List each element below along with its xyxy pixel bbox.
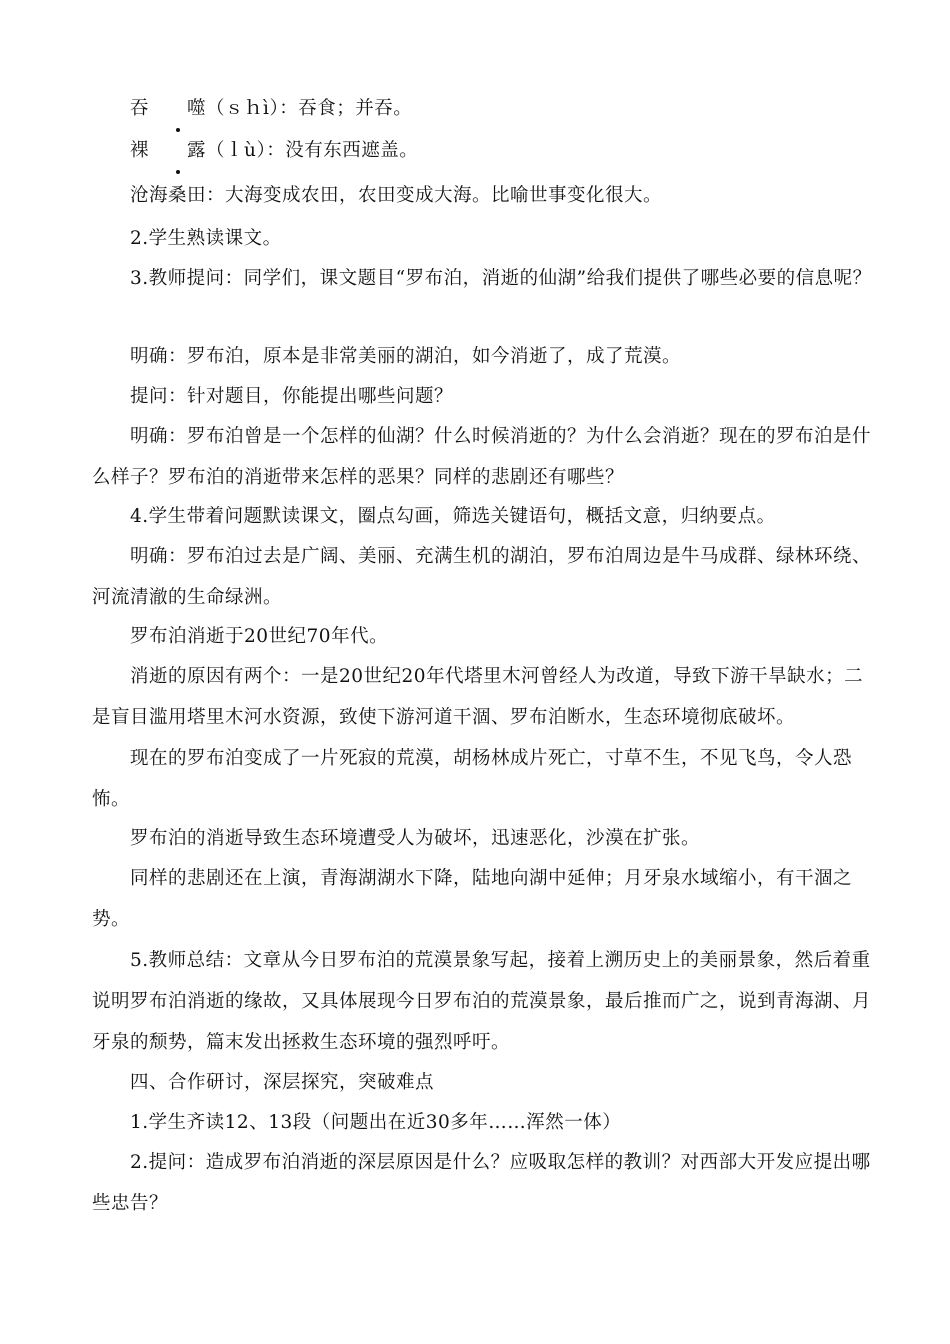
paragraph-answer-2: 明确：罗布泊曾是一个怎样的仙湖？什么时候消逝的？为什么会消逝？现在的罗布泊是什么样子？罗布泊的消逝带来怎样的恶果？同样的悲剧还有哪些？ xyxy=(92,426,872,488)
paragraph-answer-3: 明确：罗布泊过去是广阔、美丽、充满生机的湖泊，罗布泊周边是牛马成群、绿林环绕、河流清澈的生命绿洲。 xyxy=(92,546,872,608)
vocab-entry-canghai: 沧海桑田：大海变成农田，农田变成大海。比喻世事变化很大。 xyxy=(130,185,663,206)
paragraph-reasons: 消逝的原因有两个：一是20世纪20年代塔里木河曾经人为改道，导致下游干旱缺水；二是盲目滥用塔里木河水资源，致使下游河道干涸、罗布泊断水，生态环境彻底破坏。 xyxy=(92,666,864,728)
paragraph-sub-2: 2.提问：造成罗布泊消逝的深层原因是什么？应吸取怎样的教训？对西部大开发应提出哪些忠告？ xyxy=(92,1152,871,1214)
vocab-word-prefix: 裸 xyxy=(130,140,150,161)
paragraph-consequence: 罗布泊的消逝导致生态环境遭受人为破坏，迅速恶化，沙漠在扩张。 xyxy=(130,828,701,849)
paragraph-step-4: 4.学生带着问题默读课文，圈点勾画，筛选关键语句，概括文意，归纳要点。 xyxy=(130,506,776,527)
paragraph-step-5: 5.教师总结：文章从今日罗布泊的荒漠景象写起，接着上溯历史上的美丽景象，然后着重说明罗布泊消逝的缘故，又具体展现今日罗布泊的荒漠景象，最后推而广之，说到青海湖、月牙泉的颓势，篇末发出拯救生态环境的强烈呼吁。 xyxy=(92,950,872,1053)
vocab-entry-tunshi xyxy=(92,88,872,129)
paragraph-time: 罗布泊消逝于20世纪70年代。 xyxy=(130,626,389,647)
paragraph-question: 提问：针对题目，你能提出哪些问题？ xyxy=(130,386,454,407)
emphasis-dot-character: 噬 xyxy=(149,88,206,129)
paragraph-step-2: 2.学生熟读课文。 xyxy=(130,228,282,249)
vocab-entry-luolu xyxy=(92,130,872,171)
paragraph-current-state: 现在的罗布泊变成了一片死寂的荒漠，胡杨林成片死亡，寸草不生，不见飞鸟，令人恐怖。 xyxy=(92,748,853,810)
paragraph-step-3: 3.教师提问：同学们，课文题目“罗布泊，消逝的仙湖”给我们提供了哪些必要的信息呢？ xyxy=(130,268,872,289)
paragraph-sub-1: 1.学生齐读12、13段（问题出在近30多年……浑然一体） xyxy=(130,1112,622,1133)
vocab-definition: （ｌù）：没有东西遮盖。 xyxy=(206,140,419,161)
paragraph-similar-tragedy: 同样的悲剧还在上演，青海湖湖水下降，陆地向湖中延伸；月牙泉水域缩小，有干涸之势。 xyxy=(92,868,853,930)
emphasis-dot-character: 露 xyxy=(149,130,206,171)
section-heading-4: 四、合作研讨，深层探究，突破难点 xyxy=(130,1072,435,1093)
paragraph-answer-1: 明确：罗布泊，原本是非常美丽的湖泊，如今消逝了，成了荒漠。 xyxy=(130,346,682,367)
vocab-definition: （ｓｈì）：吞食；并吞。 xyxy=(206,98,413,119)
vocab-word-prefix: 吞 xyxy=(130,98,150,119)
